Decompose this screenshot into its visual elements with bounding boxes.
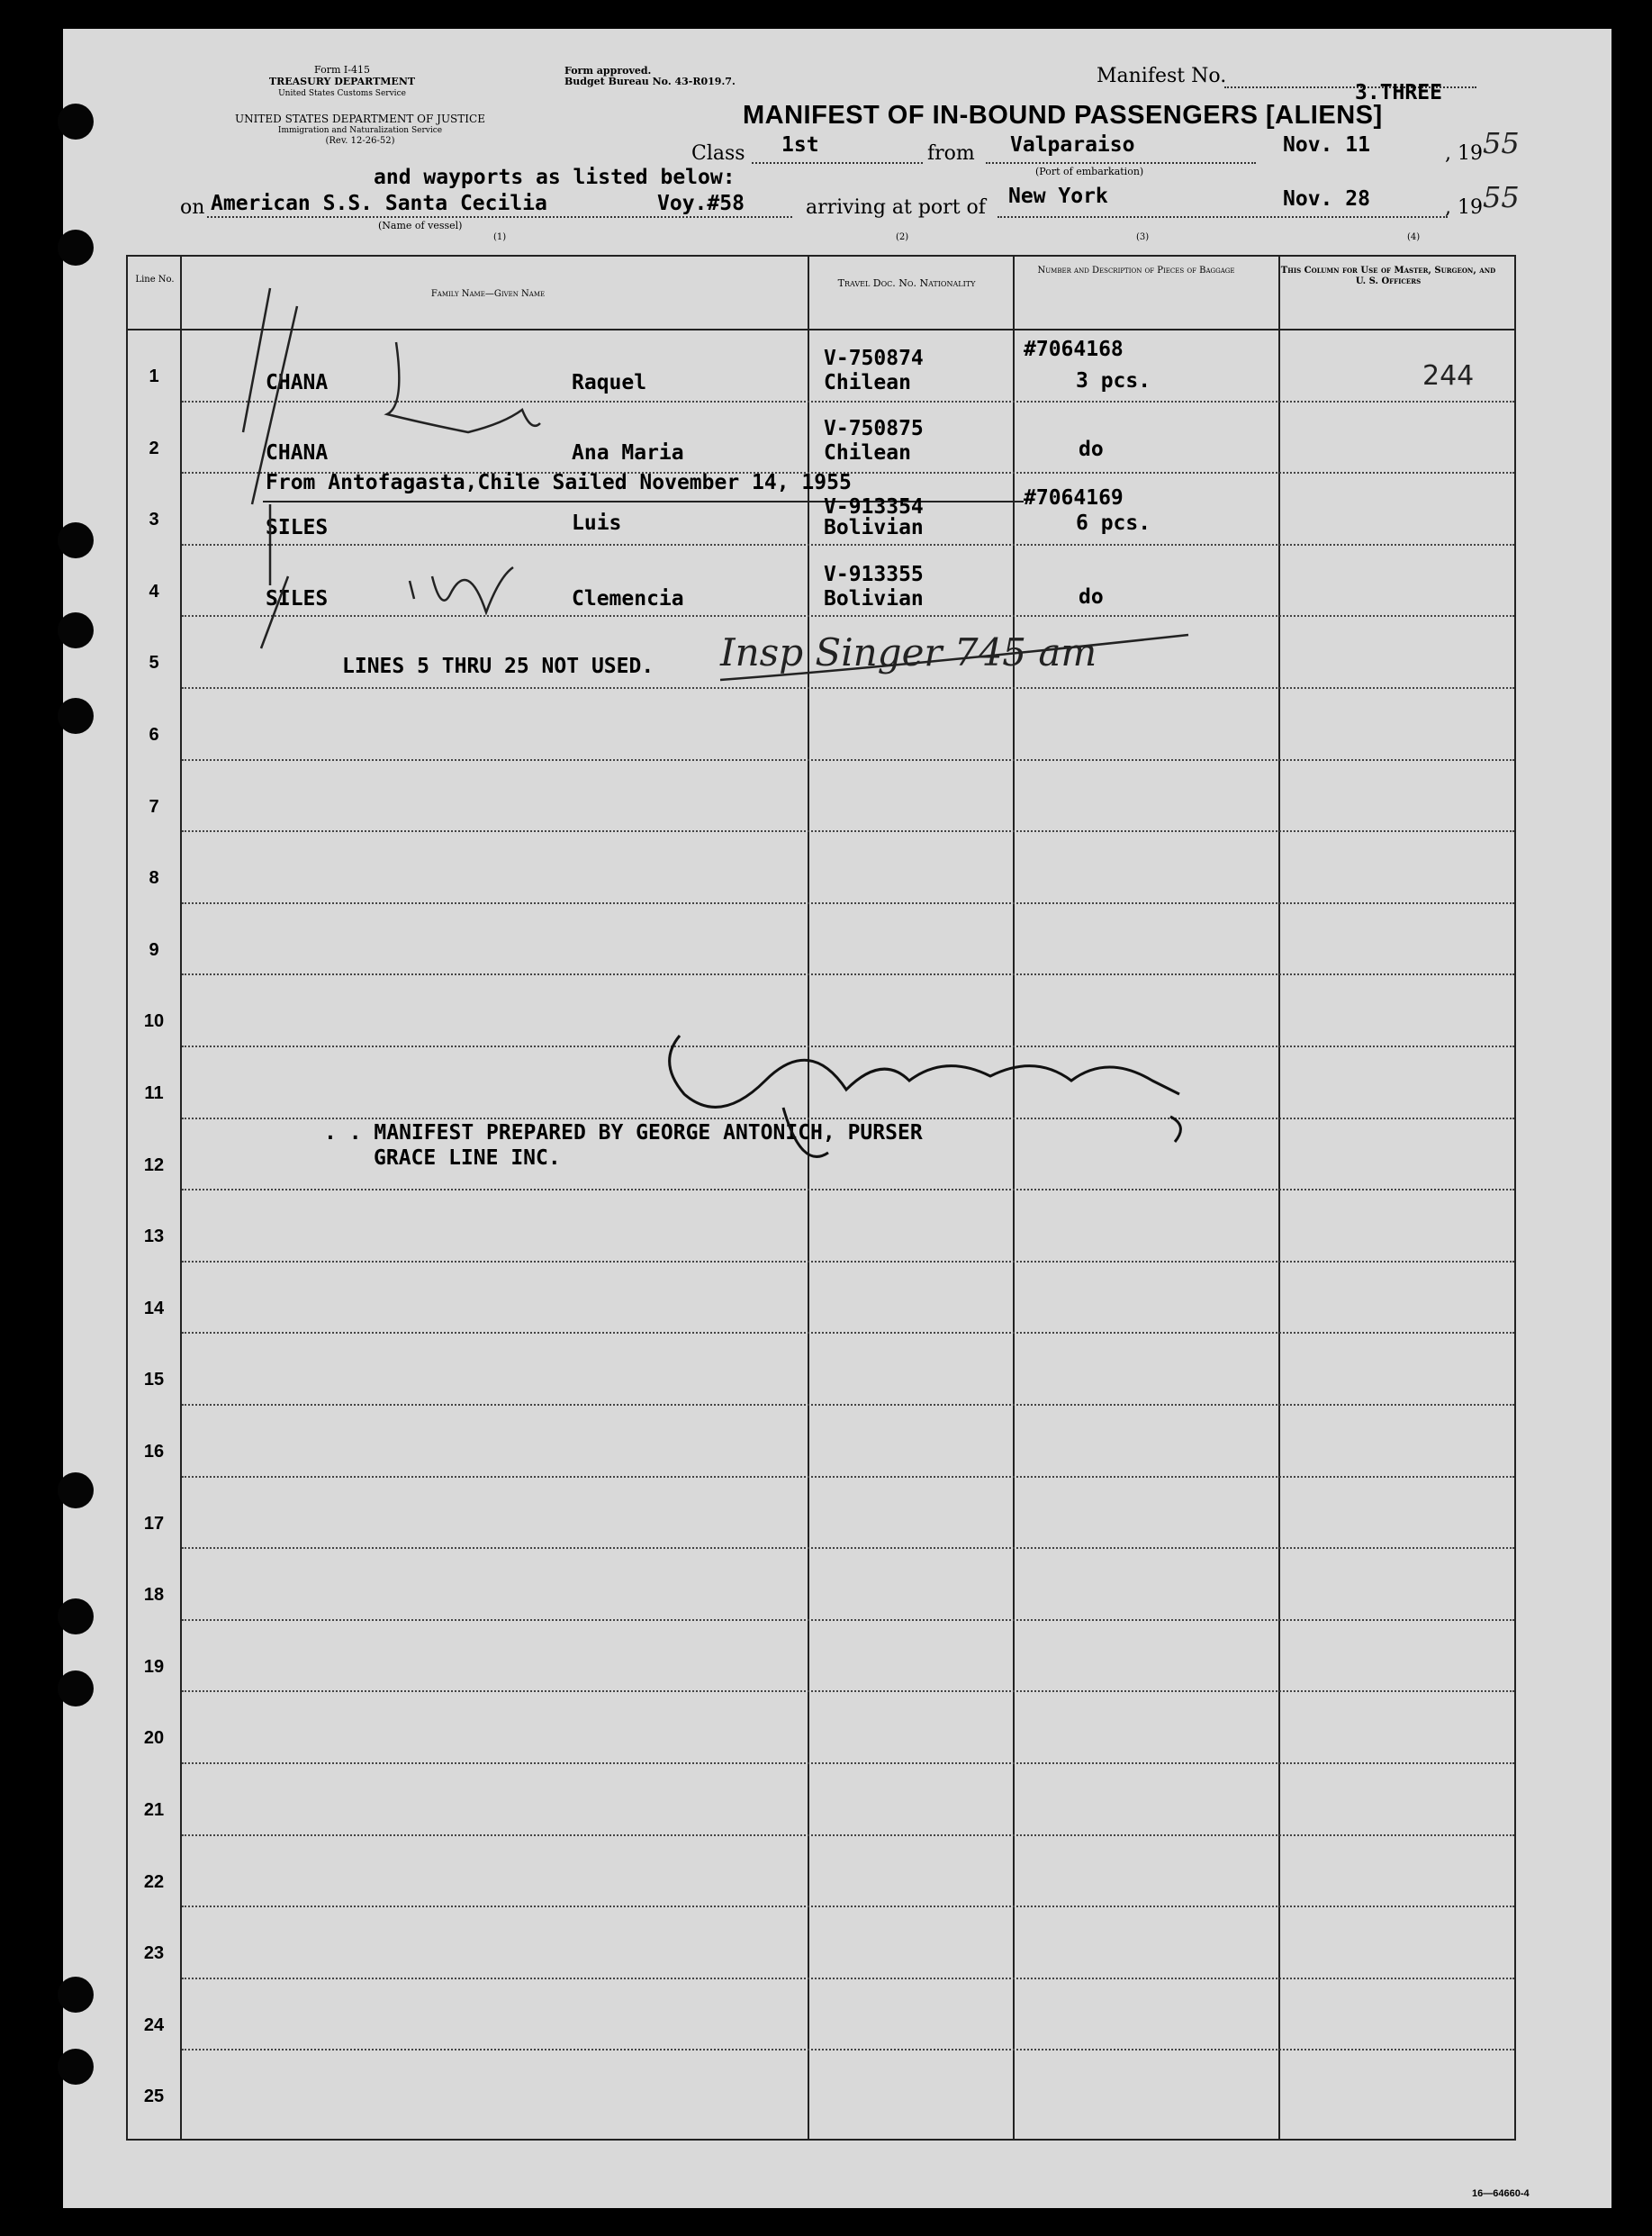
row-separator bbox=[182, 1690, 1514, 1692]
col-header-baggage: Number and Description of Pieces of Baggage bbox=[1037, 266, 1235, 276]
row-separator bbox=[182, 973, 1514, 975]
row3-given: Luis bbox=[572, 511, 622, 535]
from-line bbox=[986, 162, 1256, 164]
col-marker-3: (3) bbox=[1136, 232, 1150, 242]
line-number: 12 bbox=[143, 1154, 165, 1175]
line-number: 4 bbox=[149, 581, 159, 602]
arrival-year: 55 bbox=[1483, 180, 1520, 214]
from-value: Valparaiso bbox=[1010, 133, 1135, 157]
row-separator bbox=[182, 615, 1514, 617]
manifest-no-label: Manifest No. bbox=[1097, 65, 1227, 87]
punch-hole bbox=[58, 2049, 94, 2085]
row2-given: Ana Maria bbox=[572, 441, 684, 465]
punch-hole bbox=[58, 1670, 94, 1706]
row1-family: CHANA bbox=[266, 371, 329, 394]
line-number: 14 bbox=[143, 1298, 165, 1318]
row-separator bbox=[182, 1619, 1514, 1621]
line-number: 11 bbox=[144, 1083, 164, 1103]
row3-baggage-no: #7064169 bbox=[1024, 486, 1124, 510]
row-separator bbox=[182, 1834, 1514, 1836]
port-embark-caption: (Port of embarkation) bbox=[1035, 166, 1144, 177]
col-header-doc: Travel Doc. No. Nationality bbox=[837, 277, 976, 289]
line-number: 8 bbox=[149, 868, 159, 889]
row-separator bbox=[182, 1762, 1514, 1764]
line-number: 5 bbox=[149, 653, 159, 674]
line-number: 24 bbox=[143, 2014, 165, 2035]
customs-service: United States Customs Service bbox=[278, 89, 406, 98]
company: GRACE LINE INC. bbox=[374, 1146, 561, 1170]
col-header-name: Family Name—Given Name bbox=[430, 289, 546, 299]
row-separator bbox=[182, 1906, 1514, 1907]
row-separator bbox=[182, 1332, 1514, 1334]
arriving-label: arriving at port of bbox=[806, 196, 986, 219]
row2-baggage: do bbox=[1079, 438, 1104, 461]
punch-hole bbox=[58, 698, 94, 734]
row-separator bbox=[182, 1476, 1514, 1478]
vessel-name: American S.S. Santa Cecilia bbox=[211, 192, 547, 215]
row4-family: SILES bbox=[266, 587, 329, 611]
row-separator bbox=[182, 687, 1514, 689]
row-separator bbox=[182, 1046, 1514, 1047]
row4-doc: V-913355 bbox=[824, 563, 924, 586]
row1-given: Raquel bbox=[572, 371, 647, 394]
line-number: 2 bbox=[149, 438, 159, 458]
row2-doc: V-750875 bbox=[824, 417, 924, 440]
punch-hole bbox=[58, 1472, 94, 1508]
line-number: 13 bbox=[143, 1227, 165, 1247]
punch-hole bbox=[58, 522, 94, 558]
col-marker-4: (4) bbox=[1407, 232, 1421, 242]
row-separator bbox=[182, 401, 1514, 403]
row-separator bbox=[182, 544, 1514, 546]
punch-hole bbox=[58, 1598, 94, 1634]
row-separator bbox=[182, 1547, 1514, 1549]
line-number: 7 bbox=[149, 796, 159, 817]
punch-hole bbox=[58, 1977, 94, 2013]
row1-nationality: Chilean bbox=[824, 371, 911, 394]
row4-nationality: Bolivian bbox=[824, 587, 924, 611]
line-number: 20 bbox=[143, 1728, 165, 1749]
row1-baggage-no: #7064168 bbox=[1024, 338, 1124, 361]
line-number: 18 bbox=[143, 1585, 165, 1606]
table-header bbox=[128, 257, 1514, 330]
arrival-port: New York bbox=[1008, 185, 1108, 208]
col-marker-2: (2) bbox=[896, 232, 909, 242]
line-number: 3 bbox=[149, 510, 159, 530]
voyage-number: Voy.#58 bbox=[657, 192, 745, 215]
row3-doc: V-913354 bbox=[824, 495, 924, 519]
col-divider bbox=[1013, 257, 1015, 2139]
row4-given: Clemencia bbox=[572, 587, 684, 611]
manifest-no-value: 3.THREE bbox=[1355, 81, 1442, 104]
col-header-line: Line No. bbox=[135, 275, 175, 285]
section-note: From Antofagasta,Chile Sailed November 14, 1955 bbox=[266, 471, 852, 494]
line-number: 17 bbox=[143, 1513, 165, 1534]
footer-reference: 16—64660-4 bbox=[1472, 2188, 1530, 2199]
punch-hole bbox=[58, 104, 94, 140]
row1-doc: V-750874 bbox=[824, 347, 924, 370]
justice-dept: UNITED STATES DEPARTMENT OF JUSTICE bbox=[235, 113, 485, 125]
vessel-caption: (Name of vessel) bbox=[378, 220, 463, 231]
class-value: 1st bbox=[781, 133, 819, 157]
row4-baggage: do bbox=[1079, 585, 1104, 609]
row-separator bbox=[182, 2049, 1514, 2050]
row3-baggage-pcs: 6 pcs. bbox=[1076, 511, 1151, 535]
line-number: 25 bbox=[143, 2087, 165, 2107]
row1-officer-note: 244 bbox=[1422, 360, 1475, 392]
arrival-line bbox=[998, 216, 1448, 218]
col-header-officers: This Column for Use of Master, Surgeon, and U. S. Officers bbox=[1280, 266, 1496, 286]
revision-date: (Rev. 12-26-52) bbox=[325, 136, 395, 146]
row2-nationality: Chilean bbox=[824, 441, 911, 465]
row-separator bbox=[182, 830, 1514, 832]
row-separator bbox=[182, 1189, 1514, 1190]
punch-hole bbox=[58, 612, 94, 648]
line-number: 16 bbox=[143, 1442, 165, 1462]
prepared-by: . . MANIFEST PREPARED BY GEORGE ANTONICH, PURSER bbox=[324, 1121, 923, 1145]
punch-hole bbox=[58, 230, 94, 266]
lines-not-used: LINES 5 THRU 25 NOT USED. bbox=[342, 655, 654, 678]
wayports-line: and wayports as listed below: bbox=[374, 166, 736, 189]
row-separator bbox=[182, 1978, 1514, 1979]
row1-baggage-pcs: 3 pcs. bbox=[1076, 369, 1151, 393]
line-number: 15 bbox=[143, 1370, 165, 1390]
line-number: 22 bbox=[143, 1871, 165, 1892]
treasury-dept: TREASURY DEPARTMENT bbox=[268, 76, 416, 87]
year-prefix: , 19 bbox=[1445, 142, 1483, 165]
year-prefix-2: , 19 bbox=[1445, 196, 1483, 219]
class-line bbox=[752, 162, 923, 164]
row-separator bbox=[182, 1118, 1514, 1119]
ins-service: Immigration and Naturalization Service bbox=[277, 126, 443, 135]
line-number: 1 bbox=[149, 367, 159, 386]
budget-bureau: Budget Bureau No. 43-R019.7. bbox=[564, 76, 736, 87]
embark-date: Nov. 11 bbox=[1283, 133, 1370, 157]
col-marker-1: (1) bbox=[493, 232, 507, 242]
col-divider bbox=[808, 257, 809, 2139]
line-number: 6 bbox=[149, 725, 159, 745]
on-label: on bbox=[180, 196, 205, 219]
vessel-line bbox=[207, 216, 792, 218]
embark-year: 55 bbox=[1483, 126, 1520, 160]
row-separator bbox=[182, 1261, 1514, 1263]
line-number: 10 bbox=[143, 1011, 165, 1032]
row2-family: CHANA bbox=[266, 441, 329, 465]
col-divider bbox=[180, 257, 182, 2139]
col-divider bbox=[1278, 257, 1280, 2139]
arrival-date: Nov. 28 bbox=[1283, 187, 1370, 211]
form-number: Form I-415 bbox=[314, 64, 370, 76]
from-label: from bbox=[927, 142, 975, 165]
inspector-note: Insp Singer 745 am bbox=[720, 630, 1097, 674]
row3-nationality: Bolivian bbox=[824, 516, 924, 539]
class-label: Class bbox=[691, 142, 745, 165]
manifest-title: MANIFEST OF IN-BOUND PASSENGERS [ALIENS] bbox=[743, 101, 1383, 130]
line-number: 19 bbox=[143, 1656, 165, 1677]
row-separator bbox=[182, 759, 1514, 761]
line-number: 23 bbox=[143, 1943, 165, 1964]
manifest-table bbox=[126, 255, 1516, 2141]
row3-family: SILES bbox=[266, 516, 329, 539]
row-separator bbox=[182, 1404, 1514, 1406]
line-number: 9 bbox=[149, 939, 159, 960]
row-separator bbox=[182, 902, 1514, 904]
form-approved: Form approved. bbox=[564, 65, 652, 77]
line-number: 21 bbox=[143, 1800, 165, 1820]
